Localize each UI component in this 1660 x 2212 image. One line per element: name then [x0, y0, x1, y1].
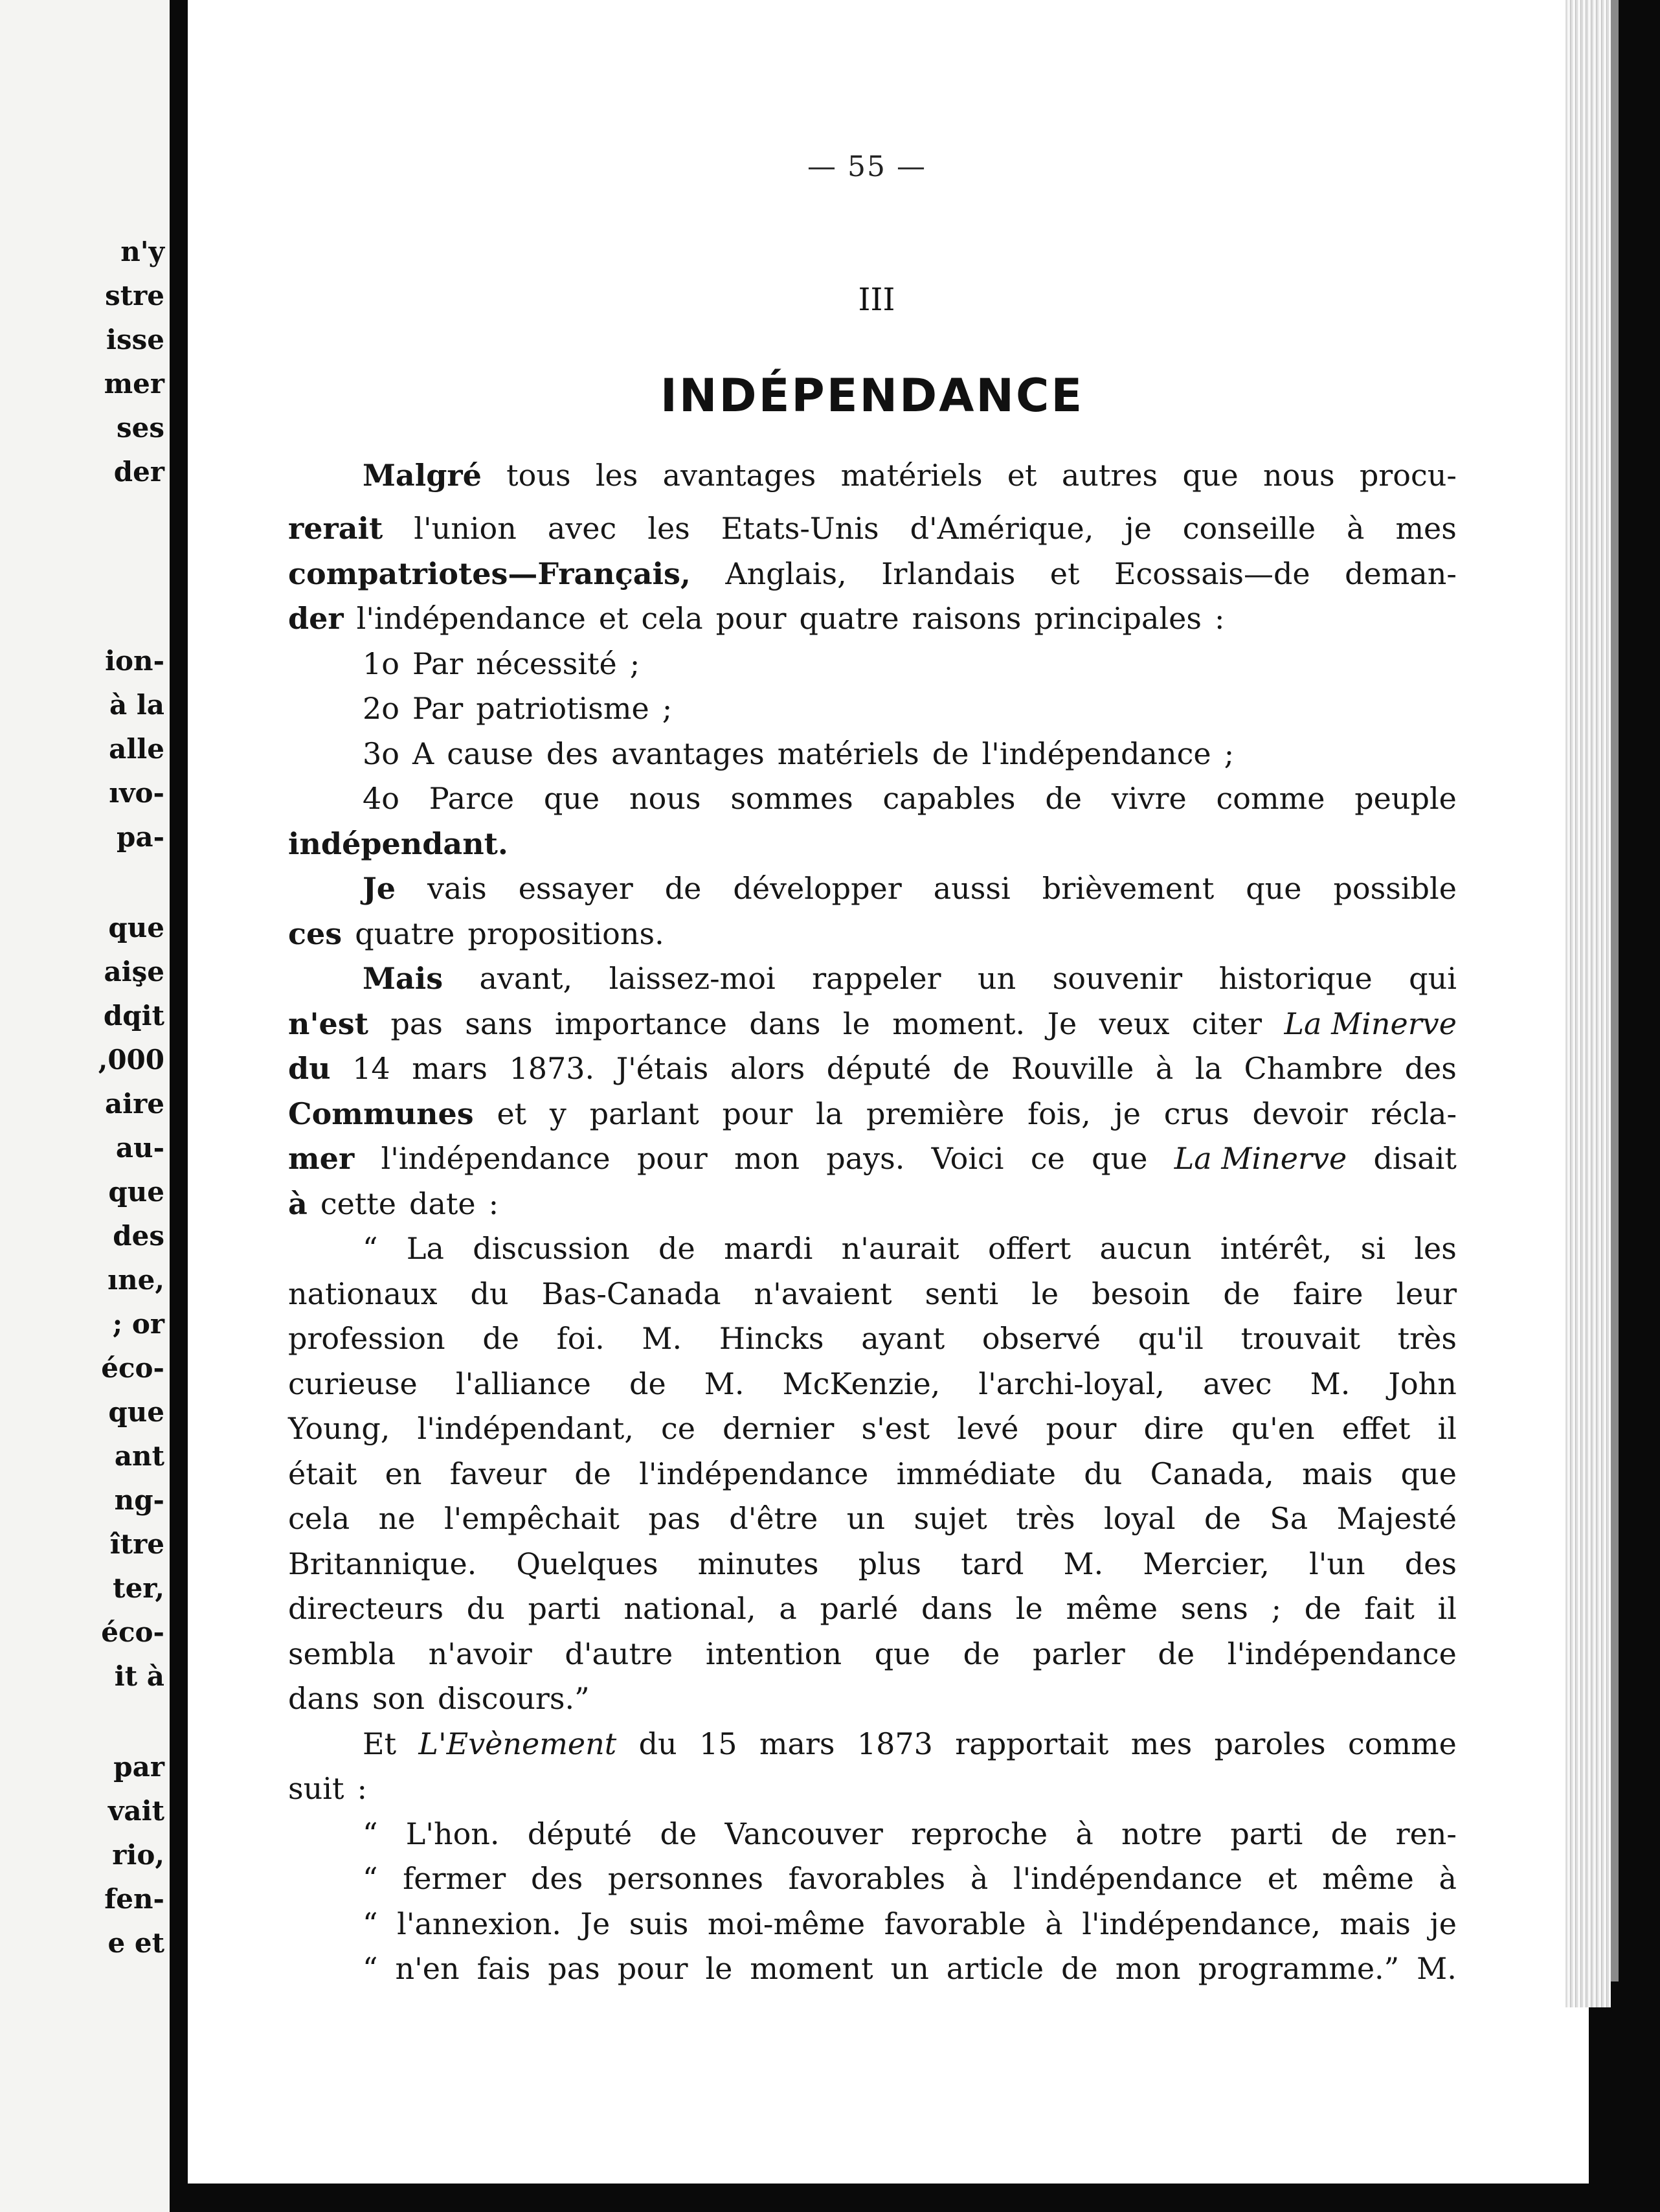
left-page-fragment: que — [108, 1176, 164, 1208]
left-page-fragment: ıvo- — [109, 777, 164, 809]
left-page-fragment: n'y — [120, 236, 164, 267]
left-page-fragment: que — [108, 1396, 164, 1428]
text-line: était en faveur de l'indépendance immédiate du Canada, mais que — [288, 1456, 1457, 1491]
text-line: mer l'indépendance pour mon pays. Voici ce que La Minerve disait — [288, 1141, 1457, 1176]
left-page-fragment: it à — [114, 1660, 164, 1692]
text-line: Communes et y parlant pour la première fois, je crus devoir récla- — [288, 1096, 1457, 1131]
left-page-fragment: éco- — [101, 1616, 164, 1648]
body-text — [288, 453, 1457, 1992]
left-page-fragment: que — [108, 912, 164, 943]
left-page-fragment: mer — [104, 368, 164, 400]
text-line: Mais avant, laissez-moi rappeler un souvenir historique qui — [363, 961, 1457, 996]
section-title: INDÉPENDANCE — [660, 369, 1084, 422]
left-page-fragment: ître — [109, 1528, 164, 1560]
text-line: der l'indépendance et cela pour quatre raisons principales : — [288, 601, 1225, 636]
left-page-fragment: ; or — [112, 1308, 164, 1340]
text-line: ces quatre propositions. — [288, 916, 664, 951]
left-page-fragment: fen- — [104, 1883, 164, 1915]
left-page-fragment: pa- — [116, 821, 164, 853]
left-page-fragment: ses — [116, 412, 164, 444]
text-line: rerait l'union avec les Etats-Unis d'Amérique, je conseille à mes — [288, 511, 1457, 546]
left-page-fragment: ion- — [105, 645, 164, 677]
text-line: suit : — [288, 1771, 367, 1806]
text-line: compatriotes—Français, Anglais, Irlandais et Ecossais—de deman- — [288, 556, 1457, 591]
text-line: cela ne l'empêchait pas d'être un sujet très loyal de Sa Majesté — [288, 1501, 1457, 1536]
left-page-fragment: à la — [109, 689, 164, 721]
text-line: 1o Par nécessité ; — [363, 646, 640, 681]
text-line: “ l'annexion. Je suis moi-même favorable à l'indépendance, mais je — [363, 1906, 1457, 1941]
text-line: “ fermer des personnes favorables à l'indépendance et même à — [363, 1861, 1457, 1896]
left-page-fragment: ıne, — [107, 1264, 164, 1296]
left-page-fragment: stre — [105, 280, 164, 311]
left-page-fragment: vait — [108, 1795, 164, 1827]
left-page-fragment: ant — [114, 1440, 164, 1472]
text-line: “ L'hon. député de Vancouver reproche à notre parti de ren- — [363, 1816, 1457, 1851]
left-page-fragment: ter, — [113, 1572, 164, 1604]
text-line: Malgré tous les avantages matériels et autres que nous procu- — [363, 458, 1457, 493]
text-line: 4o Parce que nous sommes capables de vivre comme peuple — [363, 781, 1457, 816]
left-page-fragment: der — [113, 456, 164, 488]
left-page-fragment: e et — [107, 1927, 164, 1959]
left-page-fragment: alle — [109, 733, 164, 765]
text-line: curieuse l'alliance de M. McKenzie, l'archi-loyal, avec M. John — [288, 1366, 1457, 1401]
left-page-fragment: éco- — [101, 1352, 164, 1384]
left-page-fragment: dqit — [103, 1000, 164, 1032]
text-line: Britannique. Quelques minutes plus tard M. Mercier, l'un des — [288, 1546, 1457, 1581]
left-page-fragment: aire — [104, 1088, 164, 1120]
text-line: à cette date : — [288, 1186, 499, 1221]
left-page-fragment: aişe — [104, 956, 164, 988]
text-line: 2o Par patriotisme ; — [363, 691, 673, 726]
text-line: indépendant. — [288, 826, 508, 861]
text-line: nationaux du Bas-Canada n'avaient senti le besoin de faire leur — [288, 1276, 1457, 1311]
left-page-fragment: ng- — [114, 1484, 164, 1516]
left-page-fragment: au- — [115, 1132, 164, 1164]
text-line: Et L'Evènement du 15 mars 1873 rapportait mes paroles comme — [363, 1726, 1457, 1761]
text-line: n'est pas sans importance dans le moment. Je veux citer La Minerve — [288, 1006, 1457, 1041]
text-line: “ n'en fais pas pour le moment un article de mon programme.” M. — [363, 1951, 1457, 1986]
text-line: Je vais essayer de développer aussi brièvement que possible — [363, 871, 1457, 906]
text-line: Young, l'indépendant, ce dernier s'est levé pour dire qu'en effet il — [288, 1411, 1457, 1446]
text-line: dans son discours.” — [288, 1681, 590, 1716]
text-line: sembla n'avoir d'autre intention que de parler de l'indépendance — [288, 1636, 1457, 1671]
left-page-fragment: isse — [106, 324, 164, 356]
text-line: “ La discussion de mardi n'aurait offert aucun intérêt, si les — [363, 1231, 1457, 1266]
text-line: du 14 mars 1873. J'étais alors député de Rouville à la Chambre des — [288, 1051, 1457, 1086]
facing-page-margin — [0, 0, 170, 2212]
text-line: 3o A cause des avantages matériels de l'indépendance ; — [363, 736, 1235, 771]
page-number: — 55 — — [807, 150, 926, 183]
left-page-fragment: ,000 — [98, 1044, 164, 1076]
section-number: III — [858, 282, 895, 318]
left-page-fragment: par — [113, 1751, 164, 1783]
text-line: directeurs du parti national, a parlé dans le même sens ; de fait il — [288, 1591, 1457, 1626]
text-line: profession de foi. M. Hincks ayant observé qu'il trouvait très — [288, 1321, 1457, 1356]
left-page-fragment: rio, — [112, 1839, 164, 1871]
left-page-fragment: des — [113, 1220, 164, 1252]
